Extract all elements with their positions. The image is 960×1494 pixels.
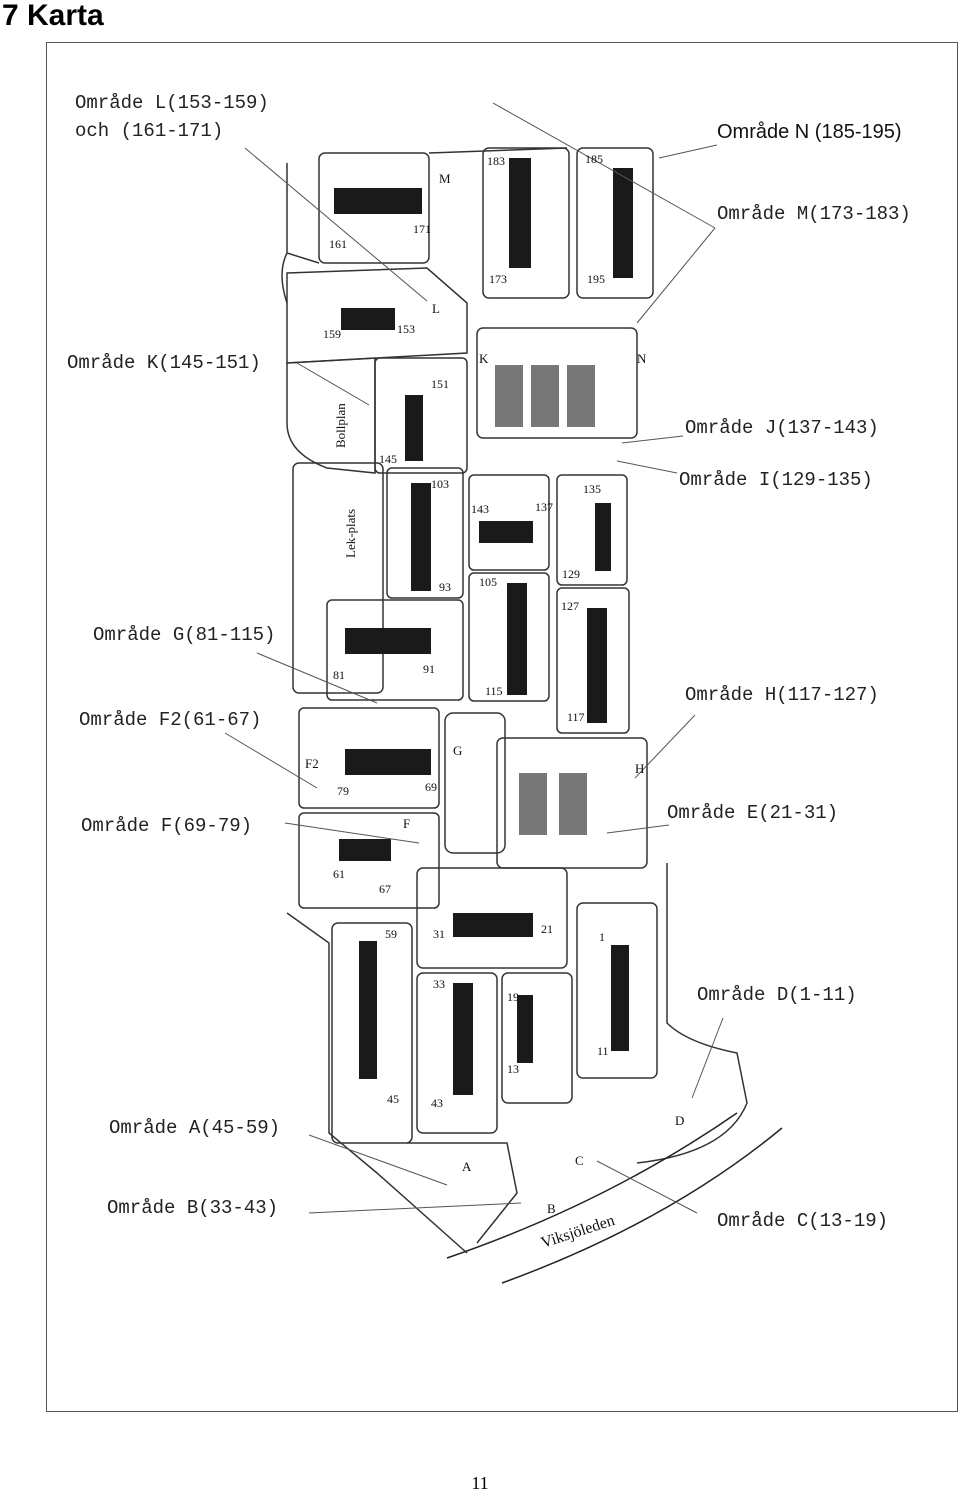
leader-l xyxy=(245,148,427,301)
house-number: 81 xyxy=(333,668,345,682)
house-number: 143 xyxy=(471,502,489,516)
house-number: 183 xyxy=(487,154,505,168)
house-number: 153 xyxy=(397,322,415,336)
house-row-k xyxy=(405,395,423,461)
house-row-g-lower xyxy=(345,628,431,654)
letter-a: A xyxy=(462,1159,472,1174)
house-row-g-mid xyxy=(507,583,527,695)
house-row-f2 xyxy=(345,749,431,775)
house-number: 21 xyxy=(541,922,553,936)
house-number: 173 xyxy=(489,272,507,286)
parking-stalls-e1 xyxy=(519,773,547,835)
parking-stalls-j2 xyxy=(531,365,559,427)
house-number: 159 xyxy=(323,327,341,341)
label-area-l-line2: och (161-171) xyxy=(75,120,224,142)
label-area-k: Område K(145-151) xyxy=(67,352,261,374)
label-area-a: Område A(45-59) xyxy=(109,1117,281,1139)
leader-f2 xyxy=(225,733,317,788)
house-number: 13 xyxy=(507,1062,519,1076)
map-frame xyxy=(46,42,958,1412)
house-number: 103 xyxy=(431,477,449,491)
leader-i xyxy=(617,461,677,473)
letter-c: C xyxy=(575,1153,584,1168)
house-row-d xyxy=(611,945,629,1051)
label-area-m: Område M(173-183) xyxy=(717,203,911,225)
letter-d: D xyxy=(675,1113,685,1128)
block-g-letter xyxy=(445,713,505,853)
lekplats-area xyxy=(293,463,383,693)
house-row-c xyxy=(517,995,533,1063)
leader-k xyxy=(297,363,369,405)
house-number: 151 xyxy=(431,377,449,391)
label-area-l-line1: Område L(153-159) xyxy=(75,92,269,114)
label-road-viksjoleden: Viksjöleden xyxy=(538,1212,617,1252)
house-row-g-upper xyxy=(411,483,431,591)
page-number: 11 xyxy=(471,1473,489,1493)
house-row-i xyxy=(595,503,611,571)
parking-stalls-j1 xyxy=(495,365,523,427)
leader-b xyxy=(309,1203,521,1213)
parking-stalls-j3 xyxy=(567,365,595,427)
letter-f: F xyxy=(403,816,411,831)
leader-e xyxy=(607,825,669,833)
house-number: 117 xyxy=(567,710,585,724)
house-number: 69 xyxy=(425,780,437,794)
leader-n xyxy=(659,145,717,158)
house-number: 145 xyxy=(379,452,397,466)
house-row-h xyxy=(587,608,607,723)
house-number: 137 xyxy=(535,500,553,514)
house-number: 91 xyxy=(423,662,435,676)
house-row-j xyxy=(479,521,533,543)
house-number: 43 xyxy=(431,1096,443,1110)
house-number: 31 xyxy=(433,927,445,941)
letter-l: L xyxy=(432,301,440,316)
house-number: 45 xyxy=(387,1092,399,1106)
letter-f2: F2 xyxy=(305,756,319,771)
house-number: 1 xyxy=(599,930,605,944)
leader-d xyxy=(692,1018,723,1098)
label-lekplats: Lek-plats xyxy=(343,508,358,558)
label-area-e: Område E(21-31) xyxy=(667,802,839,824)
label-area-f2: Område F2(61-67) xyxy=(79,709,262,731)
house-number: 33 xyxy=(433,977,445,991)
house-row-f xyxy=(339,839,391,861)
house-number: 61 xyxy=(333,867,345,881)
house-row-m xyxy=(509,158,531,268)
house-row-b xyxy=(453,983,473,1095)
letter-b: B xyxy=(547,1201,556,1216)
label-area-i: Område I(129-135) xyxy=(679,469,873,491)
letter-g: G xyxy=(453,743,463,758)
house-number: 115 xyxy=(485,684,503,698)
house-number: 11 xyxy=(597,1044,609,1058)
house-number: 161 xyxy=(329,237,347,251)
house-row-n xyxy=(613,168,633,278)
house-number: 59 xyxy=(385,927,397,941)
label-area-g: Område G(81-115) xyxy=(93,624,276,646)
bollplan-area xyxy=(287,358,375,473)
section-heading: 7 Karta xyxy=(2,0,104,32)
label-area-f: Område F(69-79) xyxy=(81,815,253,837)
house-number: 171 xyxy=(413,222,431,236)
road-viksjoleden-outer xyxy=(502,1128,782,1283)
leader-m2 xyxy=(637,228,715,323)
house-number: 105 xyxy=(479,575,497,589)
path-b xyxy=(407,1143,517,1243)
house-number: 195 xyxy=(587,272,605,286)
house-row-l xyxy=(334,188,422,214)
leader-j xyxy=(622,436,683,443)
house-number: 127 xyxy=(561,599,579,613)
house-number: 129 xyxy=(562,567,580,581)
house-number: 93 xyxy=(439,580,451,594)
label-area-n: Område N (185-195) xyxy=(717,121,902,143)
parking-stalls-e2 xyxy=(559,773,587,835)
letter-k: K xyxy=(479,351,489,366)
label-area-h: Område H(117-127) xyxy=(685,684,879,706)
house-row-l-lower xyxy=(341,308,395,330)
label-bollplan: Bollplan xyxy=(333,403,348,448)
house-number: 135 xyxy=(583,482,601,496)
label-area-d: Område D(1-11) xyxy=(697,984,857,1006)
label-area-j: Område J(137-143) xyxy=(685,417,879,439)
house-number: 79 xyxy=(337,784,349,798)
house-number: 67 xyxy=(379,882,391,896)
letter-m: M xyxy=(439,171,451,186)
letter-h: H xyxy=(635,761,645,776)
house-row-a xyxy=(359,941,377,1079)
letter-n: N xyxy=(637,351,647,366)
label-area-b: Område B(33-43) xyxy=(107,1197,279,1219)
house-row-e xyxy=(453,913,533,937)
site-map xyxy=(47,43,959,1413)
label-area-c: Område C(13-19) xyxy=(717,1210,889,1232)
house-number: 185 xyxy=(585,152,603,166)
leader-g xyxy=(257,653,377,703)
house-number: 19 xyxy=(507,990,519,1004)
